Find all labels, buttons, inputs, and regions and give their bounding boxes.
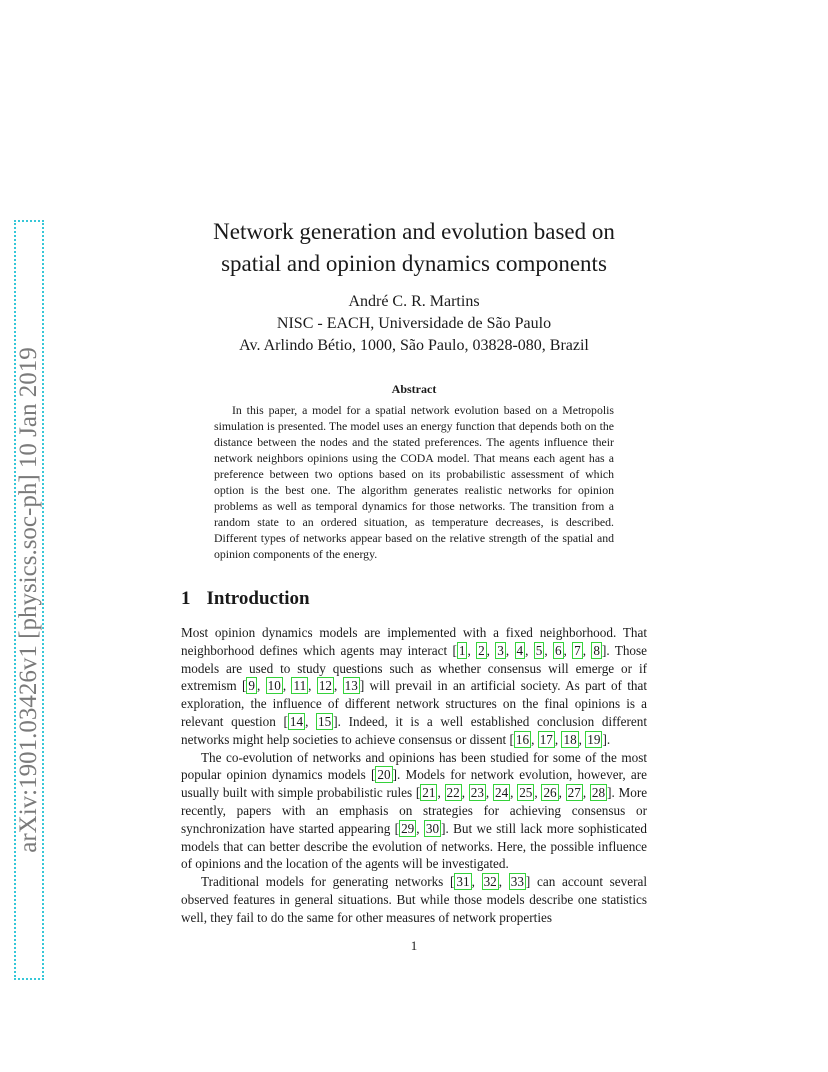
citation-link[interactable]: 22 (446, 785, 460, 801)
paragraph-text: ]. Models for network evolution, however, are usually built with simple probabilistic rules [ (181, 767, 647, 801)
paragraph-text: ]. But we still lack more sophisticated models that can better describe the evolution of networks. Here, the possible influence of opinions and the location of the agents will be investigated. (181, 820, 648, 872)
paragraph-text: ]. (602, 731, 611, 747)
paragraph-text: The co-evolution of networks and opinions has been studied for some of the most popular opinion dynamics models [ (181, 749, 647, 783)
citation-link[interactable]: 20 (377, 767, 391, 783)
paper-title-line: spatial and opinion dynamics components (221, 251, 607, 276)
paragraph-text: Most opinion dynamics models are implemented with a fixed neighborhood. That neighborhood defines which agents may interact [ (181, 625, 647, 658)
paper-title-line: Network generation and evolution based on (213, 219, 615, 244)
paragraph: Traditional models for generating networks [ 31 , 32 , 33 ] can account several observed features in general situations. But while those models describe one statistics well, they fail to do the same for other measures of network properties (181, 874, 647, 925)
citation-link[interactable]: 1 (458, 642, 466, 658)
author-address: Av. Arlindo Bétio, 1000, São Paulo, 03828-080, Brazil (239, 337, 589, 354)
citation-link[interactable]: 25 (519, 785, 533, 801)
citation-link[interactable]: 6 (554, 642, 562, 658)
citation-link[interactable]: 29 (401, 820, 415, 836)
citation-link[interactable]: 30 (425, 820, 440, 836)
citation-link[interactable]: 12 (318, 678, 332, 694)
author-name: André C. R. Martins (348, 293, 480, 310)
introduction-body (181, 624, 647, 927)
arxiv-sidebar (14, 220, 44, 980)
section-number: 1 (181, 588, 191, 609)
author-affiliation: NISC - EACH, Universidade de São Paulo (276, 315, 552, 332)
citation-link[interactable]: 2 (478, 642, 485, 658)
citation-link[interactable]: 8 (593, 642, 600, 658)
paragraph-text: ]. More recently, papers with an emphasis on strategies for achieving consensus or synchronization have started appearing [ (181, 785, 648, 836)
paragraph-text: ] can account several observed features in general situations. But while those models describe one statistics well, they fail to do the same for other measures of network properties (181, 874, 647, 925)
arxiv-identifier[interactable]: arXiv:1901.03426v1 [physics.soc-ph] 10 Jan 2019 (15, 347, 42, 853)
citation-link[interactable]: 27 (567, 785, 581, 801)
citation-link[interactable]: 24 (494, 785, 509, 801)
paragraph-text: ]. Indeed, it is a well established conclusion different networks might help societies to achieve consensus or dissent [ (181, 713, 648, 747)
paragraph-text: ]. Those models are used to study questions such as whether consensus will emerge or if extremism [ (181, 642, 647, 694)
citation-link[interactable]: 14 (289, 713, 304, 729)
citation-link[interactable]: 31 (456, 874, 470, 890)
citation-link[interactable]: 11 (293, 678, 307, 694)
citation-link[interactable]: 19 (587, 731, 601, 747)
paragraph-text: Traditional models for generating networks [ (201, 874, 455, 890)
abstract-text: In this paper, a model for a spatial network evolution based on a Metropolis simulation is presented. The model uses an energy function that depends both on the distance between the nodes and the stated preferences. The agents influence their network neighbors opinions using the CODA model. That means each agent has a preference between two options based on its probabilistic assessment of which option is the best one. The algorithm generates realistic networks for opinion problems as well as temporal dynamics for those networks. The transition from a random state to an ordered situation, as temperature decreases, is described. Different types of networks appear based on the relative strength of the spatial and opinion components of the energy. (214, 403, 614, 561)
citation-link[interactable]: 4 (516, 642, 524, 658)
section-title: Introduction (206, 588, 310, 609)
citation-link[interactable]: 9 (248, 678, 255, 694)
paragraph: Most opinion dynamics models are implemented with a fixed neighborhood. That neighborhood defines which agents may interact [ 1 , 2 , 3 , 4 , 5 , 6 , 7 , 8 ]. Those models are used to study questions such as whether consensus will emerge or if extremism [ 9 , 10 , 11 , 12 , 13 ] will prevail in an artificial society. As part of that exploration, the influence of different network structures on the final opinions is a relevant question [ 14 , 15 ]. Indeed, it is a well established conclusion different networks might help societies to achieve consensus or dissent [ 16 , 17 , 18 , 19 ]. (181, 625, 648, 747)
citation-link[interactable]: 15 (318, 713, 332, 729)
citation-link[interactable]: 10 (267, 678, 281, 694)
citation-link[interactable]: 16 (515, 731, 530, 747)
abstract-heading: Abstract (391, 382, 437, 396)
page-number: 1 (410, 938, 418, 953)
citation-link[interactable]: 18 (563, 731, 577, 747)
citation-link[interactable]: 13 (344, 678, 358, 694)
paragraph-text: ] will prevail in an artificial society. As part of that exploration, the influence of different network structures on the final opinions is a relevant question [ (181, 678, 648, 729)
citation-link[interactable]: 26 (543, 785, 557, 801)
citation-link[interactable]: 32 (483, 874, 497, 890)
section-heading (181, 588, 310, 610)
paper-title (170, 216, 658, 280)
citation-link[interactable]: 21 (422, 785, 436, 801)
citation-link[interactable]: 33 (510, 874, 524, 890)
citation-link[interactable]: 5 (535, 642, 543, 658)
citation-link[interactable]: 3 (497, 642, 504, 658)
citation-link[interactable]: 17 (539, 731, 553, 747)
author-block (170, 291, 658, 357)
citation-link[interactable]: 7 (574, 642, 581, 658)
citation-link[interactable]: 23 (470, 785, 484, 801)
paragraph: The co-evolution of networks and opinions has been studied for some of the most popular opinion dynamics models [ 20 ]. Models for network evolution, however, are usually built with simple probabilistic rules [ 21 , 22 , 23 , 24 , 25 , 26 , 27 , 28 ]. More recently, papers with an emphasis on strategies for achieving consensus or synchronization have started appearing [ 29 , 30 ]. But we still lack more sophisticated models that can better describe the evolution of networks. Here, the possible influence of opinions and the location of the agents will be investigated. (181, 749, 648, 872)
citation-link[interactable]: 28 (591, 785, 606, 801)
